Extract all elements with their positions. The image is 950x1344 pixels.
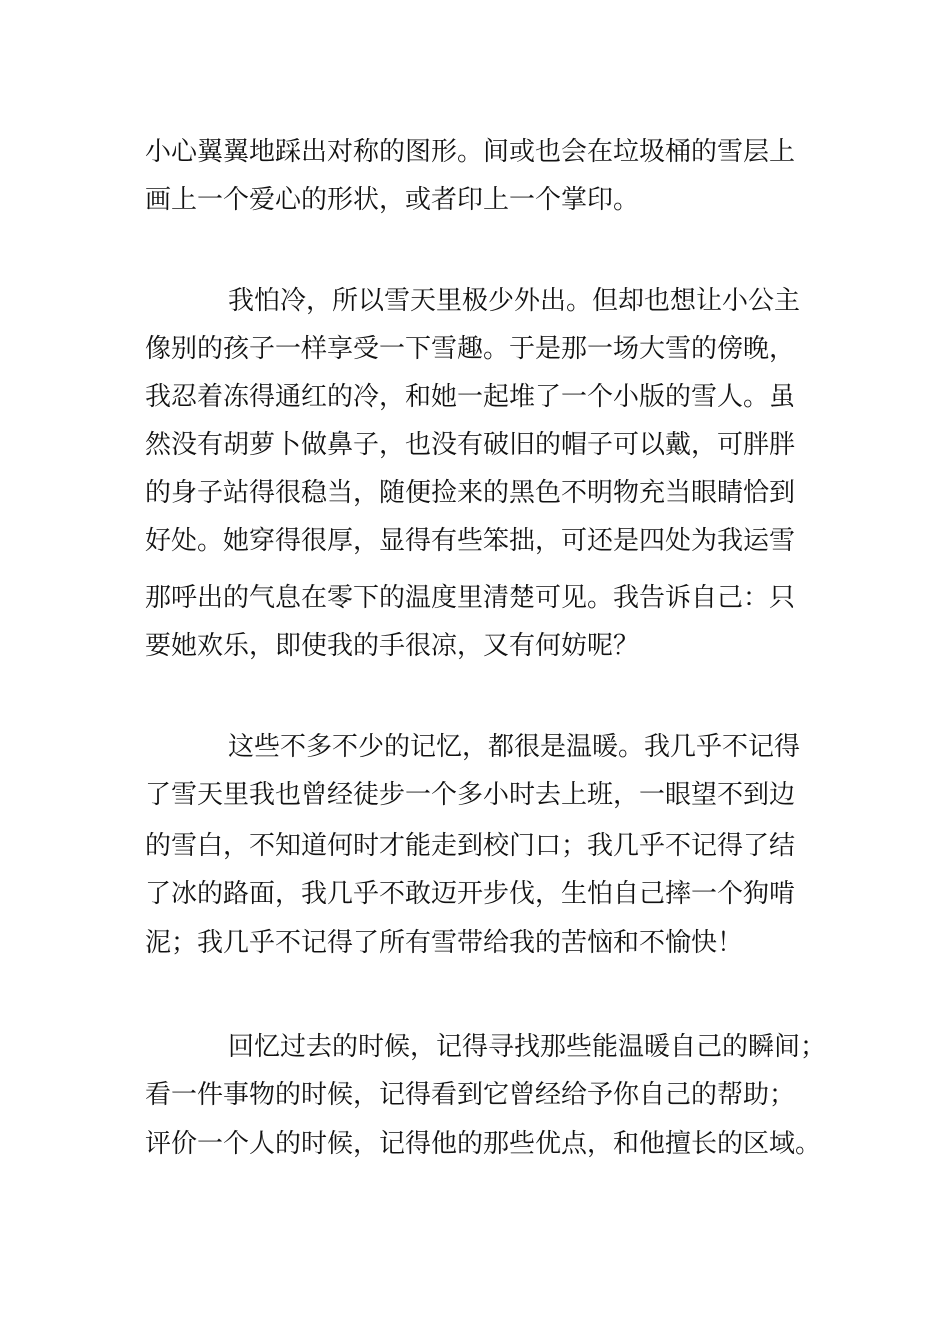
text-line: 的身子站得很稳当，随便捡来的黑色不明物充当眼睛恰到 — [145, 478, 796, 508]
text-line: 要她欢乐，即使我的手很凉，又有何妨呢？ — [145, 631, 640, 661]
text-line: 了雪天里我也曾经徒步一个多小时去上班，一眼望不到边 — [145, 780, 796, 810]
text-line: 好处。她穿得很厚，显得有些笨拙，可还是四处为我运雪 — [145, 526, 796, 556]
text-line: 这些不多不少的记忆，都很是温暖。我几乎不记得 — [228, 732, 801, 762]
text-line: 画上一个爱心的形状，或者印上一个掌印。 — [145, 185, 640, 215]
text-line: 那呼出的气息在零下的温度里清楚可见。我告诉自己：只 — [145, 583, 796, 613]
text-line: 的雪白，不知道何时才能走到校门口；我几乎不记得了结 — [145, 831, 796, 861]
text-line: 我怕冷，所以雪天里极少外出。但却也想让小公主 — [228, 286, 801, 316]
text-line: 看一件事物的时候，记得看到它曾经给予你自己的帮助； — [145, 1080, 796, 1110]
text-line: 了冰的路面，我几乎不敢迈开步伐，生怕自己摔一个狗啃 — [145, 879, 796, 909]
text-line: 泥；我几乎不记得了所有雪带给我的苦恼和不愉快！ — [145, 928, 744, 958]
text-line: 像别的孩子一样享受一下雪趣。于是那一场大雪的傍晚， — [145, 334, 796, 364]
text-line: 回忆过去的时候，记得寻找那些能温暖自己的瞬间； — [228, 1032, 827, 1062]
text-line: 小心翼翼地踩出对称的图形。间或也会在垃圾桶的雪层上 — [145, 137, 796, 167]
text-line: 评价一个人的时候，记得他的那些优点，和他擅长的区域。 — [145, 1129, 822, 1159]
text-line: 然没有胡萝卜做鼻子，也没有破旧的帽子可以戴，可胖胖 — [145, 430, 796, 460]
text-line: 我忍着冻得通红的冷，和她一起堆了一个小版的雪人。虽 — [145, 382, 796, 412]
